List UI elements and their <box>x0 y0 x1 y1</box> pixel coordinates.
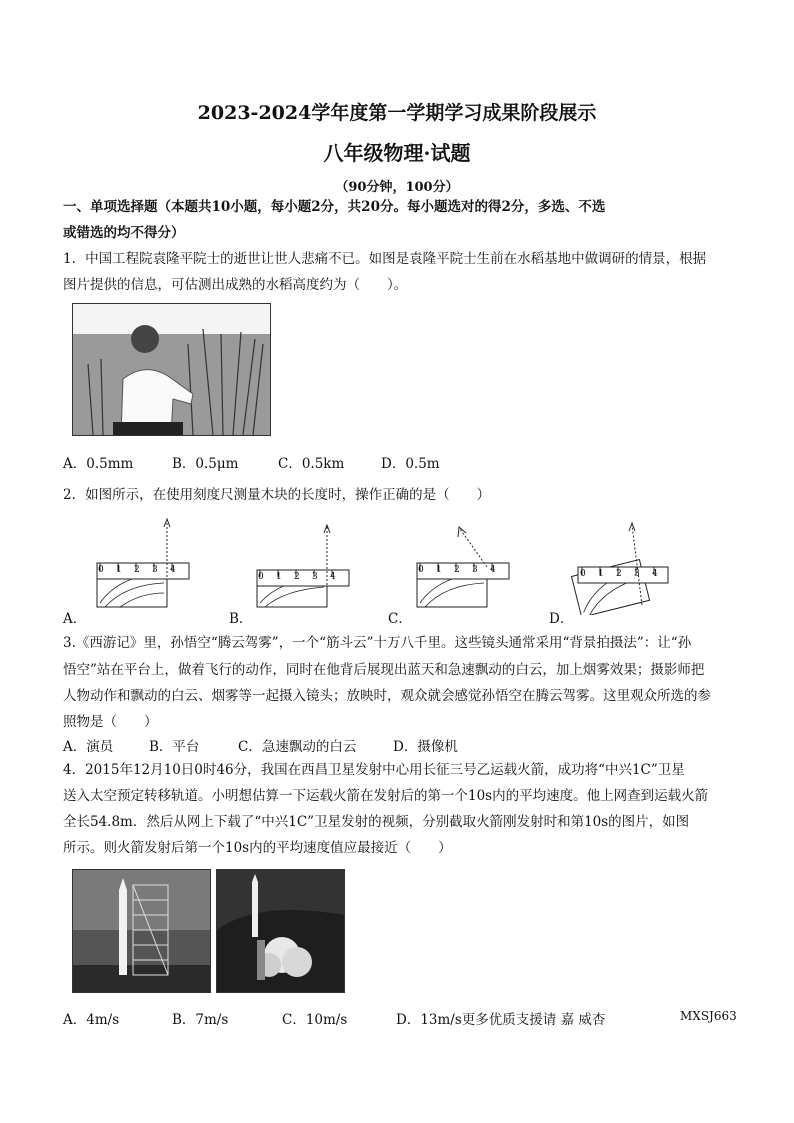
exam-title: 2023-2024学年度第一学期学习成果阶段展示 <box>197 102 597 124</box>
tick-label: 3 <box>472 565 478 575</box>
q4-line1: 4．2015年12月10日0时46分，我国在西昌卫星发射中心用长征三号乙运载火箭，成功将“中兴1C”卫星 <box>63 762 685 778</box>
q2-label-d: D． <box>549 611 574 627</box>
q4-option-d: D．13m/s更多优质支援请 嘉 威杏 <box>396 1012 606 1028</box>
tick-label: 0 <box>98 565 104 575</box>
tick-label: 3 <box>152 565 158 575</box>
q4-option-a: A．4m/s <box>63 1012 120 1028</box>
tick-label: 3 <box>312 572 318 582</box>
q4-line4: 所示。则火箭发射后第一个10s内的平均速度值应最接近（ ） <box>63 840 452 856</box>
ruler-diagram-b <box>257 525 349 607</box>
ruler-diagram-a <box>97 519 189 607</box>
q1-option-d: D．0.5m <box>381 456 440 472</box>
q1-option-a: A．0.5mm <box>63 456 134 472</box>
tick-label: 0 <box>418 565 424 575</box>
tick-label: 2 <box>454 565 460 575</box>
tick-label: 2 <box>134 565 140 575</box>
q1-option-b: B．0.5μm <box>172 456 239 472</box>
q3-option-c: C．急速飘动的白云 <box>238 739 357 755</box>
q3-line4: 照物是（ ） <box>63 714 158 730</box>
q1-line2: 图片提供的信息，可估测出成熟的水稻高度约为（ ）。 <box>63 277 408 293</box>
q3-option-d: D．摄像机 <box>393 739 458 755</box>
q1-line1: 1．中国工程院袁隆平院士的逝世让世人悲痛不已。如图是袁隆平院士生前在水稻基地中做调研的情景，根据 <box>63 251 707 267</box>
tick-label: 0 <box>258 572 264 582</box>
q2-stem: 2．如图所示，在使用刻度尺测量木块的长度时，操作正确的是（ ） <box>63 487 491 503</box>
tick-label: 1 <box>276 572 282 582</box>
q4-option-c: C．10m/s <box>282 1012 348 1028</box>
rice-field-photo <box>72 303 271 436</box>
exam-subtitle: 八年级物理·试题 <box>323 141 471 165</box>
q2-label-c: C． <box>388 611 412 627</box>
section-heading-line2: 或错选的均不得分） <box>63 225 185 241</box>
q3-option-b: B．平台 <box>149 739 200 755</box>
q4-line3: 全长54.8m．然后从网上下载了“中兴1C”卫星发射的视频，分别截取火箭刚发射时和第10s的图片，如图 <box>63 814 690 830</box>
tick-label: 1 <box>598 569 604 579</box>
tick-label: 4 <box>652 569 658 579</box>
q4-option-b: B．7m/s <box>172 1012 229 1028</box>
tick-label: 2 <box>294 572 300 582</box>
tick-label: 1 <box>116 565 122 575</box>
tick-label: 0 <box>580 569 586 579</box>
rocket-launch-photo-10s <box>216 869 345 993</box>
q1-option-c: C．0.5km <box>278 456 345 472</box>
q4-line2: 送入太空预定转移轨道。小明想估算一下运载火箭在发射后的第一个10s内的平均速度。他上网查到运载火箭 <box>63 788 709 804</box>
time-score: （90分钟，100分） <box>335 180 459 195</box>
exam-code: MXSJ663 <box>680 1009 737 1023</box>
tick-label: 1 <box>436 565 442 575</box>
section-heading-line1: 一、单项选择题（本题共10小题，每小题2分，共20分。每小题选对的得2分，多选、不选 <box>63 199 606 215</box>
rocket-launch-photo-start <box>72 869 211 993</box>
q3-line1: 3.《西游记》里，孙悟空“腾云驾雾”，一个“筋斗云”十万八千里。这些镜头通常采用“背景拍摄法”：让“孙 <box>63 635 692 651</box>
tick-label: 4 <box>330 572 336 582</box>
tick-label: 3 <box>634 569 640 579</box>
tick-label: 4 <box>490 565 496 575</box>
q3-line3: 人物动作和飘动的白云、烟雾等一起摄入镜头；放映时，观众就会感觉孙悟空在腾云驾雾。这里观众所选的参 <box>63 688 711 704</box>
q3-line2: 悟空”站在平台上，做着飞行的动作，同时在他背后展现出蓝天和急速飘动的白云，加上烟雾效果；摄影师把 <box>63 662 705 678</box>
tick-label: 4 <box>170 565 176 575</box>
q3-option-a: A．演员 <box>63 739 114 755</box>
ruler-diagrams <box>60 515 740 615</box>
tick-label: 2 <box>616 569 622 579</box>
q2-label-a: A． <box>63 611 87 627</box>
q2-label-b: B． <box>229 611 253 627</box>
